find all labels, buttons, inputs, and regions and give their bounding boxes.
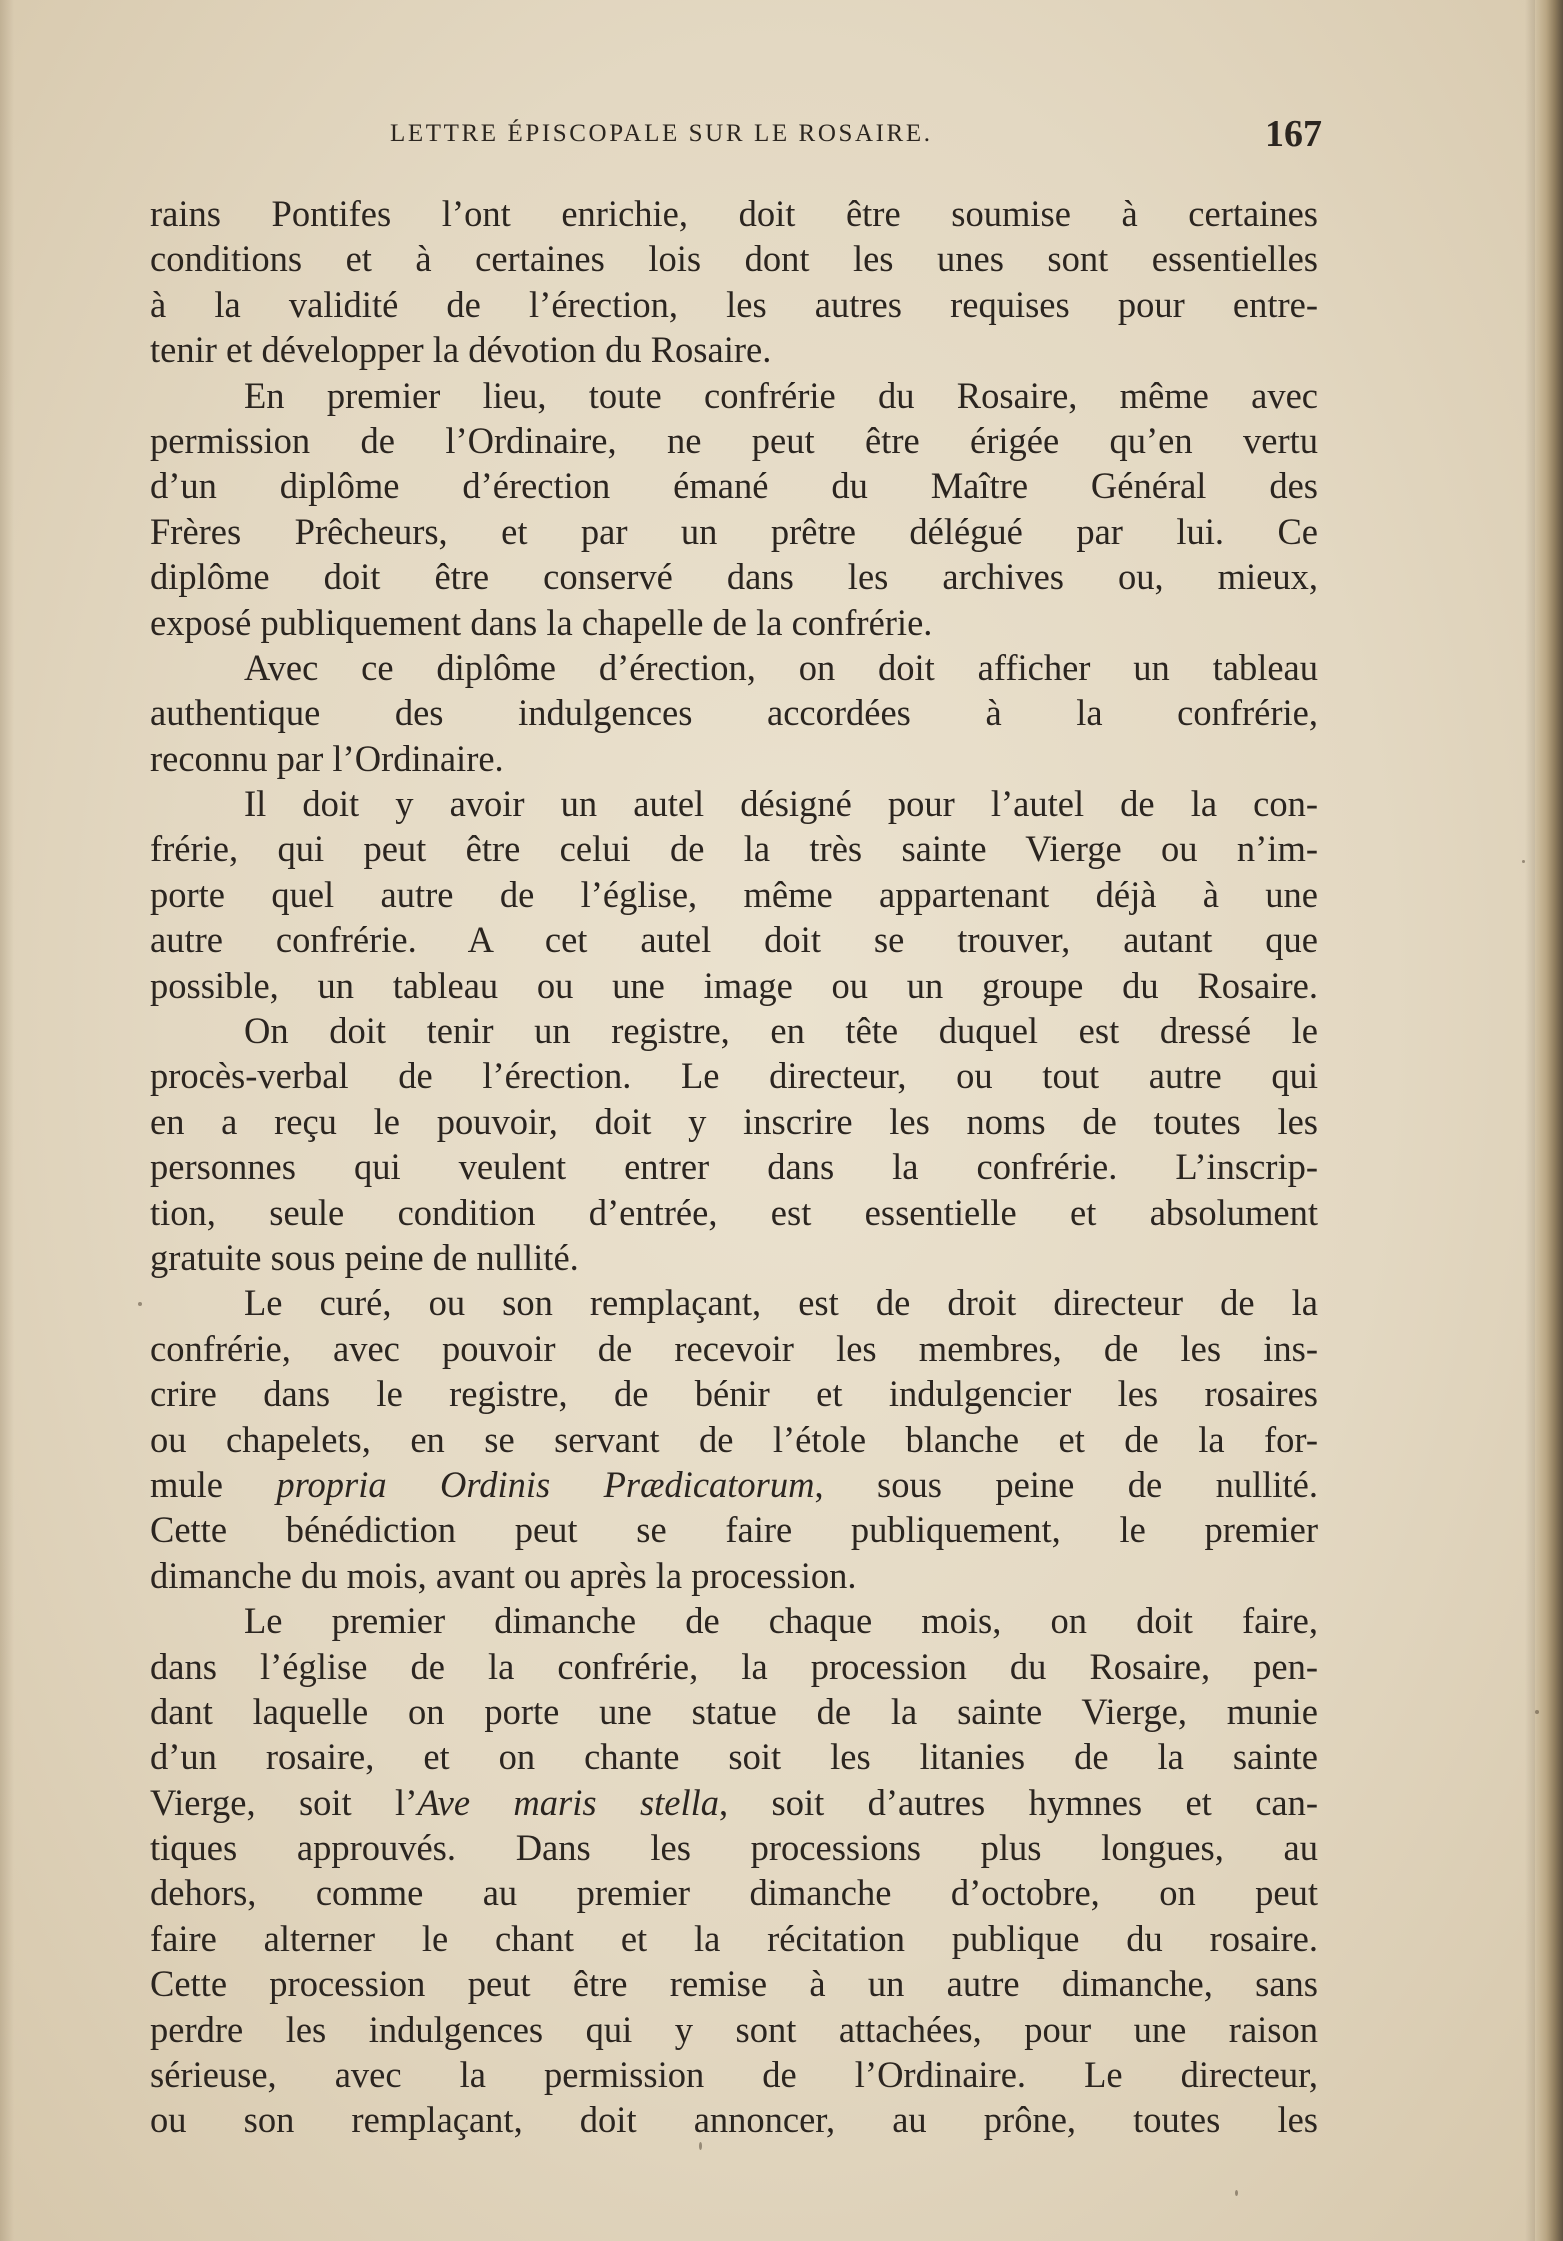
- text-line: Frères Prêcheurs, et par un prêtre délégué par lui. Ce: [150, 510, 1318, 552]
- page-binding-edge: [1535, 0, 1563, 2241]
- text-line: d’un diplôme d’érection émané du Maître Général des: [150, 465, 1318, 507]
- text-line: dehors, comme au premier dimanche d’octobre, on peut: [150, 1872, 1318, 1914]
- text-line: permission de l’Ordinaire, ne peut être érigée qu’en vertu: [150, 419, 1318, 461]
- text-run: Vierge, soit l’: [150, 1781, 418, 1823]
- running-title: LETTRE ÉPISCOPALE SUR LE ROSAIRE.: [390, 120, 933, 147]
- text-line: perdre les indulgences qui y sont attachées, pour une raison: [150, 2008, 1318, 2050]
- text-line: diplôme doit être conservé dans les archives ou, mieux,: [150, 556, 1318, 598]
- italic-latin-phrase: propria Ordinis Prædicatorum: [276, 1463, 815, 1505]
- text-line: Cette procession peut être remise à un autre dimanche, sans: [150, 1963, 1318, 2005]
- text-line: procès-verbal de l’érection. Le directeur, ou tout autre qui: [150, 1055, 1318, 1097]
- text-line: autre confrérie. A cet autel doit se trouver, autant que: [150, 919, 1318, 961]
- text-run: , soit d’autres hymnes et can-: [719, 1781, 1318, 1823]
- text-run: , sous peine de nullité.: [814, 1463, 1319, 1505]
- text-line: gratuite sous peine de nullité.: [150, 1236, 579, 1278]
- text-line: dant laquelle on porte une statue de la sainte Vierge, munie: [150, 1690, 1318, 1732]
- text-line: tiques approuvés. Dans les processions plus longues, au: [150, 1827, 1318, 1869]
- paper-speck: [699, 2142, 702, 2150]
- text-line: authentique des indulgences accordées à la confrérie,: [150, 692, 1318, 734]
- paper-speck: [1235, 2190, 1238, 2196]
- text-line: possible, un tableau ou une image ou un groupe du Rosaire.: [150, 964, 1318, 1006]
- paragraph-first-line: Le premier dimanche de chaque mois, on doit faire,: [244, 1600, 1318, 1642]
- text-run: mule: [150, 1463, 277, 1505]
- text-line: confrérie, avec pouvoir de recevoir les membres, de les ins-: [150, 1327, 1318, 1369]
- text-line-with-italic: [150, 1780, 1318, 1825]
- text-line: faire alterner le chant et la récitation publique du rosaire.: [150, 1917, 1318, 1959]
- text-line: crire dans le registre, de bénir et indulgencier les rosaires: [150, 1373, 1318, 1415]
- text-line: conditions et à certaines lois dont les unes sont essentielles: [150, 238, 1318, 280]
- text-line: dimanche du mois, avant ou après la procession.: [150, 1554, 857, 1596]
- paper-speck: [138, 1302, 142, 1306]
- text-line: d’un rosaire, et on chante soit les litanies de la sainte: [150, 1736, 1318, 1778]
- page-left-edge: [0, 0, 14, 2241]
- text-line: Cette bénédiction peut se faire publiquement, le premier: [150, 1509, 1318, 1551]
- paragraph-first-line: Le curé, ou son remplaçant, est de droit directeur de la: [244, 1282, 1318, 1324]
- text-line: personnes qui veulent entrer dans la confrérie. L’inscrip-: [150, 1146, 1318, 1188]
- text-line-with-italic: [150, 1462, 1318, 1507]
- page-number: 167: [1265, 113, 1322, 155]
- text-line: tion, seule condition d’entrée, est essentielle et absolument: [150, 1191, 1318, 1233]
- text-line: dans l’église de la confrérie, la procession du Rosaire, pen-: [150, 1645, 1318, 1687]
- paragraph-first-line: Avec ce diplôme d’érection, on doit afficher un tableau: [244, 646, 1318, 688]
- text-line: rains Pontifes l’ont enrichie, doit être soumise à certaines: [150, 193, 1318, 234]
- paragraph-first-line: On doit tenir un registre, en tête duquel est dressé le: [244, 1010, 1318, 1052]
- text-line: sérieuse, avec la permission de l’Ordinaire. Le directeur,: [150, 2054, 1318, 2096]
- body-text: [150, 191, 1318, 2143]
- text-line: porte quel autre de l’église, même appartenant déjà à une: [150, 873, 1318, 915]
- page-header: [390, 112, 1322, 160]
- text-line: exposé publiquement dans la chapelle de la confrérie.: [150, 601, 933, 643]
- paper-speck: [1522, 860, 1525, 863]
- paragraph-first-line: Il doit y avoir un autel désigné pour l’autel de la con-: [244, 783, 1318, 825]
- paragraph-first-line: En premier lieu, toute confrérie du Rosaire, même avec: [244, 374, 1318, 416]
- text-line: à la validité de l’érection, les autres requises pour entre-: [150, 283, 1318, 325]
- text-line: ou chapelets, en se servant de l’étole blanche et de la for-: [150, 1418, 1318, 1460]
- italic-hymn-title: Ave maris stella: [417, 1781, 720, 1823]
- text-line: tenir et développer la dévotion du Rosaire.: [150, 329, 772, 371]
- text-line: reconnu par l’Ordinaire.: [150, 737, 504, 779]
- text-line: en a reçu le pouvoir, doit y inscrire les noms de toutes les: [150, 1100, 1318, 1142]
- text-line: frérie, qui peut être celui de la très sainte Vierge ou n’im-: [150, 828, 1318, 870]
- paper-speck: [1535, 1710, 1539, 1714]
- text-line: ou son remplaçant, doit annoncer, au prône, toutes les: [150, 2099, 1318, 2141]
